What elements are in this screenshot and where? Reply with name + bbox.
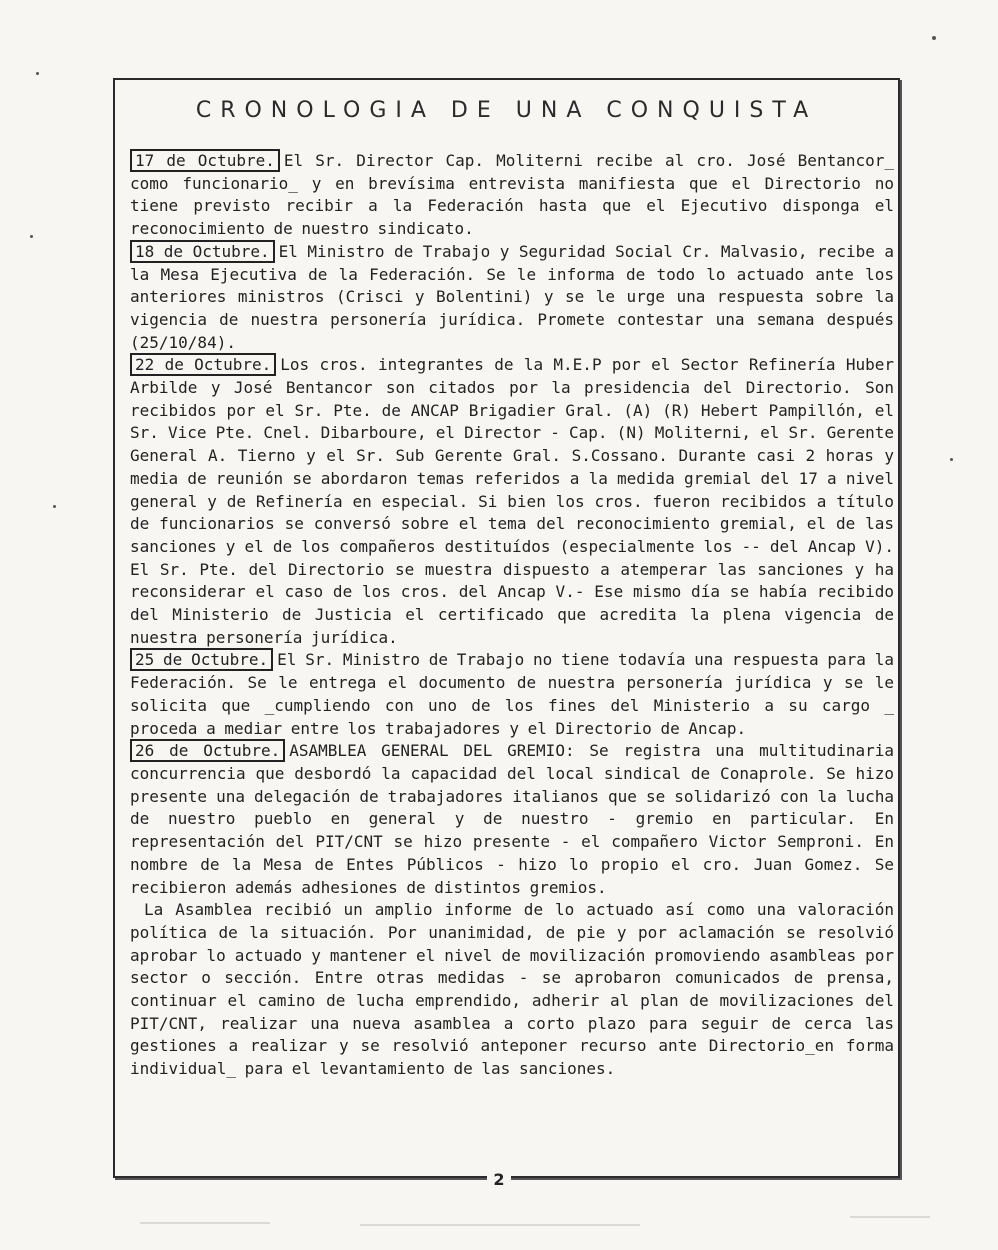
scan-smudge [140,1222,270,1224]
entry-paragraph [130,740,894,899]
entry-paragraph [130,150,894,241]
entry-paragraph [130,649,894,740]
page-number: 2 [0,1170,998,1189]
entry-text: El Sr. Director Cap. Moliterni recibe al cro. José Bentancor_ como funcionario_ y en brevísima entrevista manifiesta que el Directorio no tiene previsto recibir a la Federación hasta que el Ejecutivo disponga el reconocimiento de nuestro sindicato. [130,151,895,239]
closing-paragraph: La Asamblea recibió un amplio informe de lo actuado así como una valoración política de la situación. Por unanimidad, de pie y por aclamación se resolvió aprobar lo actuado y mantener el nivel de movilización promoviendo asambleas por sector o sección. Entre otras medidas - se aprobaron comunicados de prensa, continuar el camino de lucha emprendido, adherir al plan de movilizaciones del PIT/CNT, realizar una nueva asamblea a corto plazo para seguir de cerca las gestiones a realizar y se resolvió anteponer recurso ante Directorio_en forma individual_ para el levantamiento de las sanciones. [130,900,894,1079]
scan-speck [932,36,936,40]
document-body [130,150,894,1081]
entry-date: 25 de Octubre. [130,648,273,671]
scan-speck [30,235,33,238]
scan-smudge [360,1224,640,1226]
scan-speck [53,505,56,508]
entry-text: El Sr. Ministro de Trabajo no tiene todavía una respuesta para la Federación. Se le entrega el documento de nuestra personería jurídica y se le solicita que _cumpliendo con uno de los fines del Ministerio a su cargo _ proceda a mediar entre los trabajadores y el Directorio de Ancap. [130,650,894,738]
scan-smudge [850,1216,930,1218]
entry-text: El Ministro de Trabajo y Seguridad Social Cr. Malvasio, recibe a la Mesa Ejecutiva de la Federación. Se le informa de todo lo actuado ante los anteriores ministros (Crisci y Bolentini) y se le urge una respuesta sobre la vigencia de nuestra personería jurídica. Promete contestar una semana después (25/10/84). [130,241,895,352]
document-title: CRONOLOGIA DE UNA CONQUISTA [195,98,818,123]
entry-text: Los cros. integrantes de la M.E.P por el Sector Refinería Huber Arbilde y José Bentancor son citados por la presidencia del Directorio. Son recibidos por el Sr. Pte. de ANCAP Brigadier Gral. (A) (R) Hebert Pampillón, el Sr. Vice Pte. Cnel. Dibarboure, el Director - Cap. (N) Moliterni, el Sr. Gerente General A. Tierno y el Sr. Sub Gerente Gral. S.Cossano. Durante casi 2 horas y media de reunión se abordaron temas referidos a la medida gremial del 17 a nivel general y de Refinería en especial. Si bien los cros. fueron recibidos a título de funcionarios se conversó sobre el tema del reconocimiento gremial, el de las sanciones y el de los compañeros destituídos (especialmente los -- del Ancap V). El Sr. Pte. del Directorio se muestra dispuesto a atemperar las sanciones y ha reconsiderar el caso de los cros. del Ancap V.- Ese mismo día se había recibido del Ministerio de Justicia el certificado que acredita la plena vigencia de nuestra personería jurídica. [130,355,895,647]
entry-date: 22 de Octubre. [130,353,276,376]
scan-speck [950,458,953,461]
entry-date: 26 de Octubre. [130,739,285,762]
entry-paragraph [130,241,894,355]
entry-text: ASAMBLEA GENERAL DEL GREMIO: Se registra una multitudinaria concurrencia que desbordó la capacidad del local sindical de Conaprole. Se hizo presente una delegación de trabajadores italianos que se solidarizó con la lucha de nuestro pueblo en general y de nuestro - gremio en particular. En representación del PIT/CNT se hizo presente - el compañero Victor Semproni. En nombre de la Mesa de Entes Públicos - hizo lo propio el cro. Juan Gomez. Se recibieron además adhesiones de distintos gremios. [130,741,894,897]
scan-speck [36,72,39,75]
entry-date: 18 de Octubre. [130,240,275,263]
entry-paragraph [130,354,894,649]
entry-date: 17 de Octubre. [130,149,280,172]
